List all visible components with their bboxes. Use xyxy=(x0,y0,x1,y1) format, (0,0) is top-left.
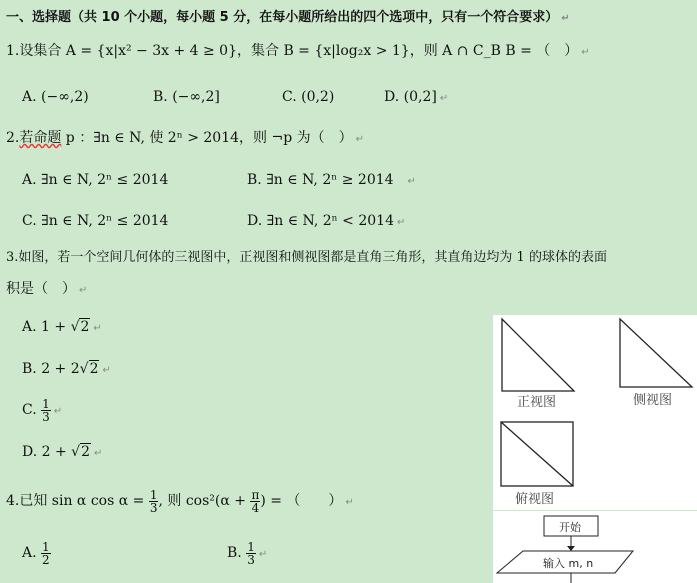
q4-option-b: B. $\frac{1}{3}$ ↵ xyxy=(227,539,268,567)
fraction: $\frac{1}{3}$ xyxy=(247,539,255,567)
fraction: $\frac{1}{3}$ xyxy=(149,487,158,515)
flowchart-background xyxy=(493,511,697,583)
q2-option-a: A. ∃n ∈ N, 2ⁿ ≤ 2014 xyxy=(22,172,169,188)
q3-option-b: B. 2 + 2√2 ↵ xyxy=(22,361,111,377)
q3-option-a: A. 1 + √2 ↵ xyxy=(22,319,102,335)
question-3-stem-line1: 3.如图，若一个空间几何体的三视图中，正视图和侧视图都是直角三角形，其直角边均为 1 的球体的表面 xyxy=(6,250,607,265)
q3-option-d: D. 2 + √2 ↵ xyxy=(22,444,103,460)
q1-option-b: B. (−∞,2] xyxy=(153,89,220,105)
q1-option-a: A. (−∞,2) xyxy=(22,89,89,105)
flowchart-start-label: 开始 xyxy=(559,521,581,534)
fraction: $\frac{1}{2}$ xyxy=(42,539,50,567)
section-heading: 一、选择题（共 10 个小题，每小题 5 分，在每小题所给出的四个选项中，只有一个符合要求） ↵ xyxy=(6,10,570,25)
q1-option-c: C. (0,2) xyxy=(282,89,335,105)
front-view-label: 正视图 xyxy=(517,395,557,410)
flowchart-input-label: 输入 m, n xyxy=(543,557,594,570)
fraction: $\frac{\pi}{4}$ xyxy=(251,487,260,515)
question-1-stem: 1.设集合 A = {x|x² − 3x + 4 ≥ 0}，集合 B = {x|log₂x > 1}，则 A ∩ C_B B = （ ） ↵ xyxy=(6,43,590,59)
spellcheck-underlined-text: 若命题 xyxy=(19,130,62,146)
question-3-stem-line2: 积是（ ） ↵ xyxy=(6,281,88,297)
q3-option-c: C. $\frac{1}{3}$ ↵ xyxy=(22,396,63,424)
q2-option-d: D. ∃n ∈ N, 2ⁿ < 2014 ↵ xyxy=(247,213,406,229)
q1-option-d: D. (0,2] ↵ xyxy=(384,89,449,105)
figure-background xyxy=(493,315,697,510)
three-view-figure xyxy=(493,315,697,510)
question-2-stem: 2.若命题 p ：∃n ∈ N, 使 2ⁿ > 2014，则 ¬p 为（ ） ↵ xyxy=(6,130,365,146)
top-view-label: 俯视图 xyxy=(515,492,555,507)
q2-option-b: B. ∃n ∈ N, 2ⁿ ≥ 2014 ↵ xyxy=(247,172,416,188)
q2-option-c: C. ∃n ∈ N, 2ⁿ ≤ 2014 xyxy=(22,213,169,229)
section-title: 一、选择题（共 10 个小题，每小题 5 分，在每小题所给出的四个选项中，只有一个符合要求） xyxy=(6,10,559,25)
side-view-label: 侧视图 xyxy=(633,393,673,408)
q4-option-a: A. $\frac{1}{2}$ xyxy=(22,539,50,567)
fraction: $\frac{1}{3}$ xyxy=(42,396,50,424)
flowchart-fragment xyxy=(493,511,697,583)
question-4-stem: 4.已知 sin α cos α = $\frac{1}{3}$ , 则 cos²(α + $\frac{\pi}{4}$ ) = （ ） ↵ xyxy=(6,487,354,515)
